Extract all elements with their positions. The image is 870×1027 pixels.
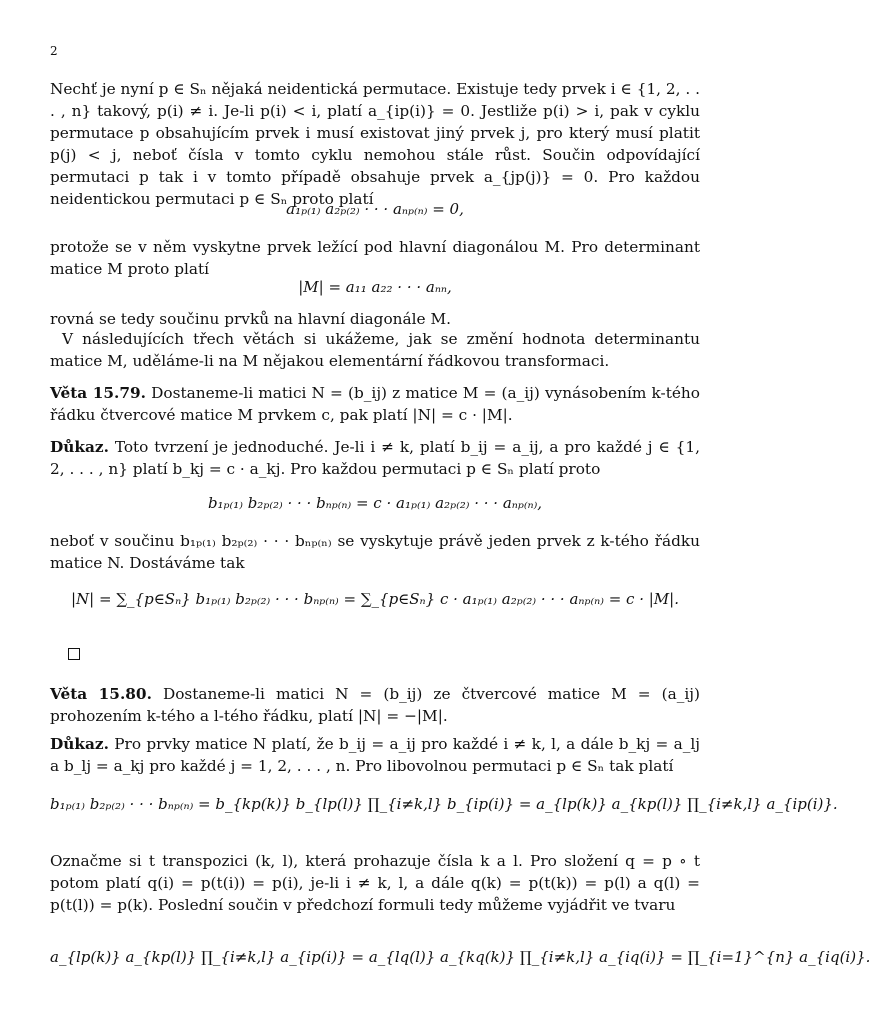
proof-15-79 (50, 436, 700, 480)
equation-product-rewrite: a_{lp(k)} a_{kp(l)} ∏_{i≠k,l} a_{ip(i)} = a_{lq(l)} a_{kq(k)} ∏_{i≠k,l} a_{iq(i)} = ∏_{i=1}^{n} a_{iq(i)}. (50, 948, 870, 966)
paragraph-transposition: Označme si t transpozici (k, l), která prohazuje čísla k a l. Pro složení q = p ∘ t potom platí q(i) = p(t(i)) = p(i), je-li i ≠ k, l, a dále q(k) = p(t(k)) = p(l) a q(l) = p(t(l)) = p(k). Poslední součin v předchozí formuli tedy můžeme vyjádřit ve tvaru (50, 852, 700, 914)
equation-zero-product: a₁ₚ₍₁₎ a₂ₚ₍₂₎ · · · aₙₚ₍ₙ₎ = 0, (286, 200, 464, 218)
equation-diagonal-product: |M| = a₁₁ a₂₂ · · · aₙₙ, (298, 278, 452, 296)
paragraph-below-diagonal: protože se v něm vyskytne prvek ležící pod hlavní diagonálou M. Pro determinant matice M proto platí (50, 238, 700, 278)
proof-text: Toto tvrzení je jednoduché. Je-li i ≠ k, platí b_ij = a_ij, a pro každé j ∈ {1, 2, . . . , n} platí b_kj = c · a_kj. Pro každou permutaci p ∈ Sₙ platí proto (50, 438, 700, 478)
paragraph-row-transformations-intro: V následujících třech větách si ukážeme, jak se změní hodnota determinantu matice M, uděláme-li na M nějakou elementární řádkovou transformaci. (50, 330, 700, 370)
proof-label: Důkaz. (50, 735, 109, 753)
proof-text: Pro prvky matice N platí, že b_ij = a_ij pro každé i ≠ k, l, a dále b_kj = a_lj a b_lj = a_kj pro každé j = 1, 2, . . . , n. Pro libovolnou permutaci p ∈ Sₙ tak platí (50, 735, 700, 775)
qed-symbol (68, 648, 80, 660)
page-number: 2 (50, 44, 58, 58)
equation-swapped-row-product: b₁ₚ₍₁₎ b₂ₚ₍₂₎ · · · bₙₚ₍ₙ₎ = b_{kp(k)} b_{lp(l)} ∏_{i≠k,l} b_{ip(i)} = a_{lp(k)} a_{kp(l)} ∏_{i≠k,l} a_{ip(i)}. (50, 795, 838, 813)
equation-scaled-determinant: |N| = ∑_{p∈Sₙ} b₁ₚ₍₁₎ b₂ₚ₍₂₎ · · · bₙₚ₍ₙ₎ = ∑_{p∈Sₙ} c · a₁ₚ₍₁₎ a₂ₚ₍₂₎ · · · aₙₚ₍ₙ₎ = c · |M|. (71, 590, 679, 608)
proof-15-80 (50, 733, 700, 777)
theorem-label: Věta 15.79. (50, 384, 146, 402)
theorem-15-79 (50, 382, 700, 426)
theorem-text: Dostaneme-li matici N = (b_ij) ze čtvercové matice M = (a_ij) prohozením k-tého a l-tého řádku, platí |N| = −|M|. (50, 685, 700, 725)
theorem-label: Věta 15.80. (50, 685, 152, 703)
paragraph-diagonal-conclusion: rovná se tedy součinu prvků na hlavní diagonále M. (50, 310, 451, 328)
theorem-text: Dostaneme-li matici N = (b_ij) z matice M = (a_ij) vynásobením k-tého řádku čtvercové matice M prvkem c, pak platí |N| = c · |M|. (50, 384, 700, 424)
equation-scaled-row-product: b₁ₚ₍₁₎ b₂ₚ₍₂₎ · · · bₙₚ₍ₙ₎ = c · a₁ₚ₍₁₎ a₂ₚ₍₂₎ · · · aₙₚ₍ₙ₎, (207, 494, 543, 512)
paragraph-nonidentity-permutation: Nechť je nyní p ∈ Sₙ nějaká neidentická permutace. Existuje tedy prvek i ∈ {1, 2, . . . , n} takový, p(i) ≠ i. Je-li p(i) < i, platí a_{ip(i)} = 0. Jestliže p(i) > i, pak v cyklu permutace p obsahujícím prvek i musí existovat jiný prvek j, pro který musí platit p(j) < j, neboť čísla v tomto cyklu nemohou stále růst. Součin odpovídající permutaci p tak i v tomto případě obsahuje prvek a_{jp(j)} = 0. Pro každou neidentickou permutaci p ∈ Sₙ proto platí (50, 80, 700, 208)
proof-label: Důkaz. (50, 438, 109, 456)
paragraph-single-row-element: neboť v součinu b₁ₚ₍₁₎ b₂ₚ₍₂₎ · · · bₙₚ₍ₙ₎ se vyskytuje právě jeden prvek z k-tého řádku matice N. Dostáváme tak (50, 532, 700, 572)
theorem-15-80 (50, 683, 700, 727)
